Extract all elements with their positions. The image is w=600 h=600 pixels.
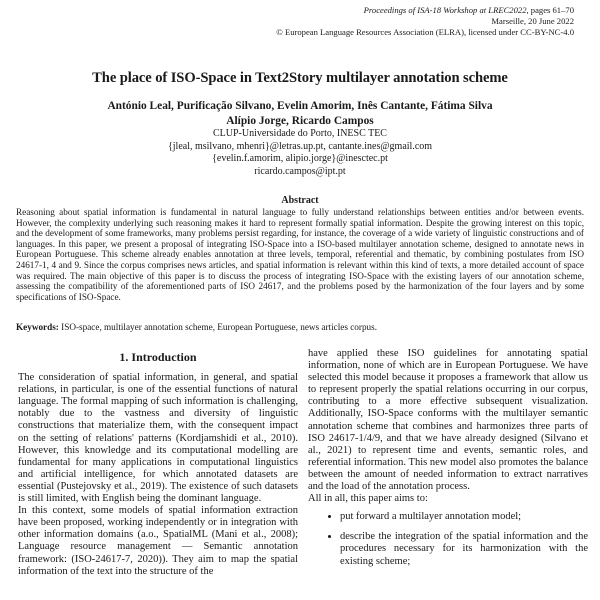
proceedings-title: Proceedings of ISA-18 Workshop at LREC2022: [363, 5, 527, 15]
author-line-1: António Leal, Purificação Silvano, Evelin Amorim, Inês Cantante, Fátima Silva: [107, 100, 493, 112]
author-list: [40, 99, 560, 129]
proceedings-header: [154, 5, 574, 39]
intro-paragraph-right: have applied these ISO guidelines for annotating spatial information, none of which are in European Portuguese. We have selected this model because it proposes a framework that allow us to represent properly the spatial relations occurring in our corpus, contributing to a more effective subsequent visualization. Additionally, ISO-Space conforms with the multilayer semantic annotation scheme that combines and harmonizes three parts of ISO 24617-1/4/9, and that we have already designed (Silvano et al., 2021) to represent time and events, semantic roles, and referential information. This new model also promotes the balance between the amount of needed information to extract narratives and the load of the annotation process.: [308, 348, 588, 493]
proceedings-line: [154, 5, 574, 16]
affiliation-emails-1: {jleal, msilvano, mhenri}@letras.up.pt, cantante.ines@gmail.com: [167, 140, 433, 152]
abstract-text: Reasoning about spatial information is fundamental in natural language to fully understand relationships between entities and/or between events. However, the complexity underlying such reasoning makes it hard to represent formally spatial information. Despite the growing interest on this topic, and the development of some frameworks, many problems persist regarding, for instance, the coverage of a wide variety of linguistic constructions and of languages. In this paper, we present a proposal of integrating ISO-Space into a ISO-based multilayer annotation scheme, designed to annotate news in European Portuguese. This scheme already enables annotation at three levels, temporal, referential and thematic, by combining postulates from ISO 24617-1, 4 and 9. Since the corpus comprises news articles, and spatial information is relevant within this kind of texts, a more detailed account of space was required. The main objective of this paper is to discuss the process of integrating ISO-Space with the existing layers of our annotation scheme, assessing the compatibility of the aforementioned parts of ISO 24617, and the problems posed by the harmonization of the four layers and by some specifications of ISO-Space.: [16, 207, 584, 302]
affiliation-emails-2: {evelin.f.amorim, alipio.jorge}@inesctec.pt: [212, 153, 388, 165]
section-heading-introduction: 1. Introduction: [119, 350, 197, 364]
paper-title: The place of ISO-Space in Text2Story multilayer annotation scheme: [92, 70, 508, 86]
keywords-label: Keywords:: [16, 322, 59, 332]
aims-list-item: • put forward a multilayer annotation model;: [340, 511, 588, 523]
affiliation-institution: CLUP-Universidade do Porto, INESC TEC: [213, 128, 387, 139]
aims-list: [308, 511, 588, 567]
abstract-heading: Abstract: [281, 195, 319, 206]
proceedings-pages: , pages 61–70: [526, 5, 574, 15]
aims-list-item: • describe the integration of the spatial information and the procedures necessary for its harmonization with the existing scheme;: [340, 531, 588, 567]
affiliation-emails-3: ricardo.campos@ipt.pt: [254, 165, 346, 177]
aims-intro: All in all, this paper aims to:: [308, 493, 428, 505]
keywords-line: [16, 322, 584, 332]
keywords-text: ISO-space, multilayer annotation scheme, European Portuguese, news articles corpus.: [58, 322, 378, 332]
proceedings-location-date: Marseille, 20 June 2022: [491, 16, 574, 27]
intro-paragraph-2: In this context, some models of spatial information extraction have been proposed, working independently or in integration with other information domains (a.o., SpatialML (Mani et al., 2008); Language resource management — Semantic annotation framework: (ISO-24617-7, 2020)). They aim to map the spatial information of the text into the structure of the: [18, 505, 298, 577]
intro-paragraph-1: The consideration of spatial information, in general, and spatial relations, in particular, is one of the essential functions of natural language. The formal mapping of such information is challenging, notably due to the vastness and diversity of linguistic constructions that materialize them, with the consequent impact on the setting of relations' patterns (Kordjamshidi et al., 2010). However, this knowledge and its computational modelling are fundamental for many applications in computational linguistics and artificial intelligence, for which annotated datasets are essential (Pustejovsky et al., 2019). The existence of such datasets is still limited, with English being the dominant language.: [18, 372, 298, 505]
affiliation-block: [40, 128, 560, 178]
right-column: [308, 348, 588, 576]
author-line-2: Alípio Jorge, Ricardo Campos: [226, 115, 374, 127]
proceedings-license: © European Language Resources Association (ELRA), licensed under CC-BY-NC-4.0: [276, 27, 574, 38]
left-column: [18, 348, 298, 578]
